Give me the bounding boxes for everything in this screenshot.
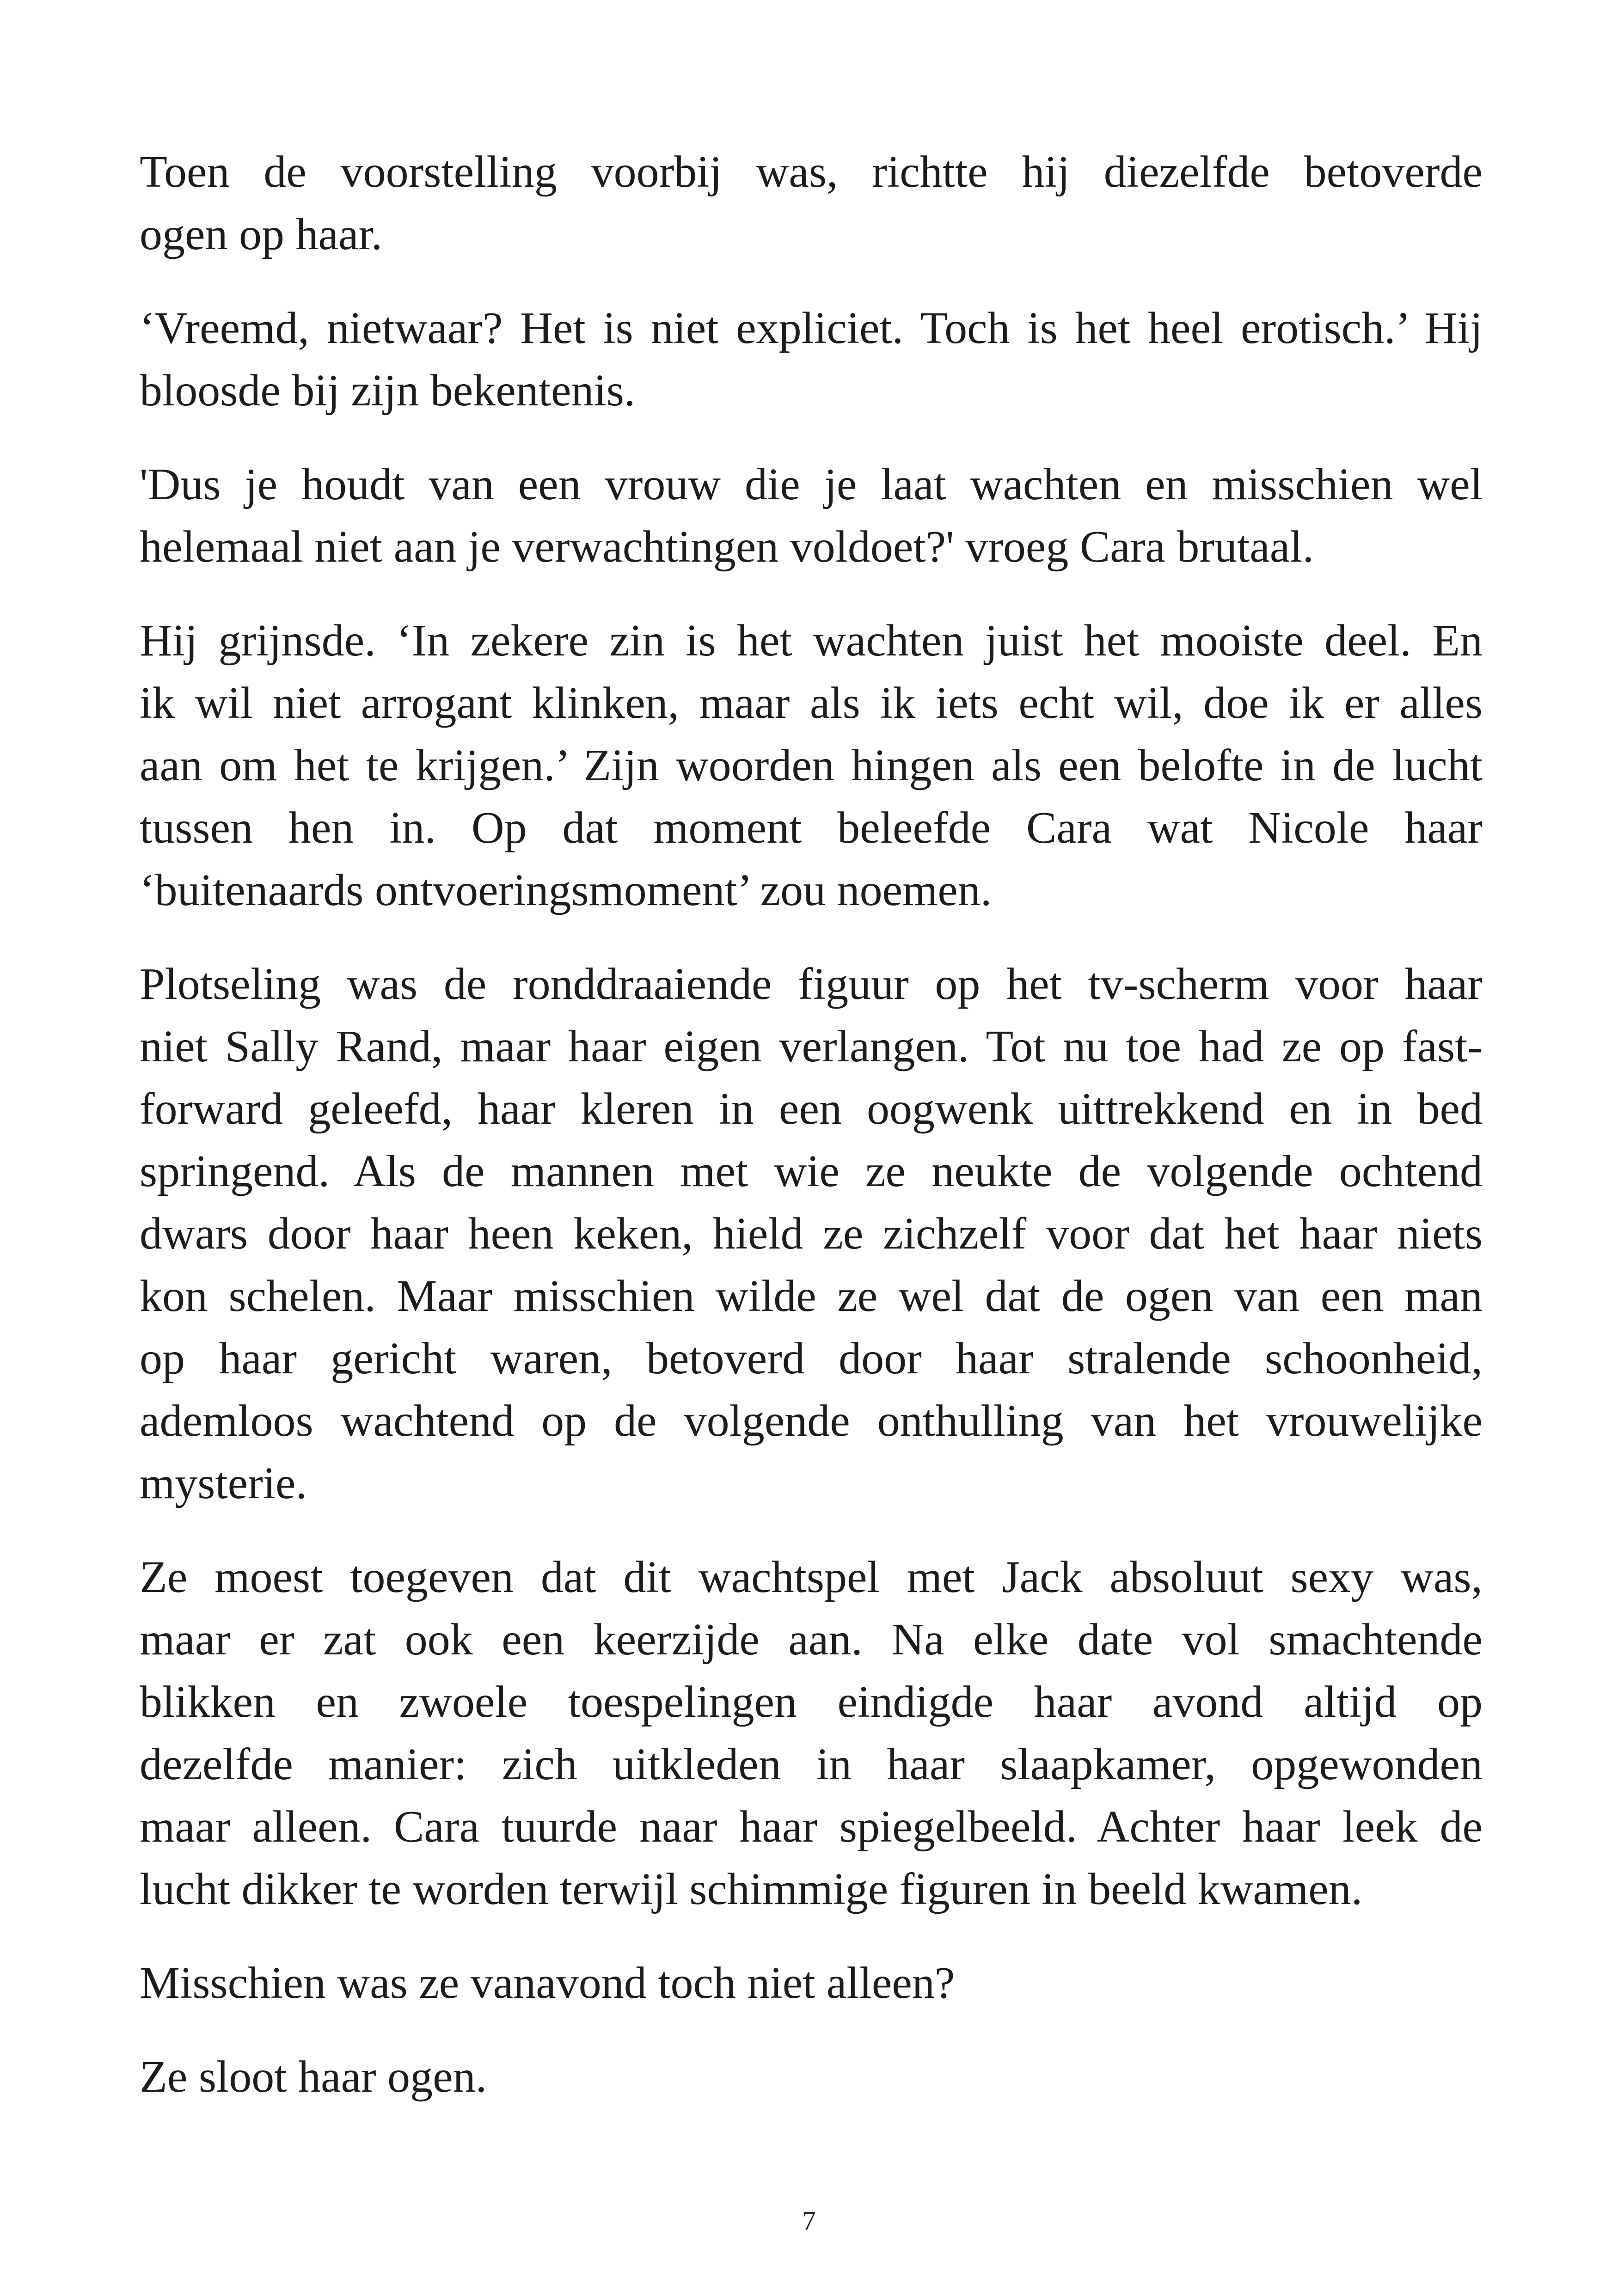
text-line: mysterie.: [140, 1458, 307, 1508]
text-line: lucht dikker te worden terwijl schimmige figuren in beeld kwamen.: [140, 1864, 1363, 1914]
body-text: [140, 141, 1483, 2140]
text-line: Ze sloot haar ogen.: [140, 2052, 487, 2102]
text-line: Plotseling was de ronddraaiende figuur op het tv-scherm voor haar: [140, 959, 1483, 1009]
paragraph: [140, 2046, 1483, 2108]
text-line: kon schelen. Maar misschien wilde ze wel dat de ogen van een man: [140, 1271, 1483, 1321]
paragraph: [140, 610, 1483, 922]
paragraph: [140, 141, 1483, 266]
text-line: forward geleefd, haar kleren in een oogwenk uittrekkend en in bed: [140, 1084, 1483, 1134]
text-line: op haar gericht waren, betoverd door haar stralende schoonheid,: [140, 1334, 1483, 1384]
text-line: dezelfde manier: zich uitkleden in haar slaapkamer, opgewonden: [140, 1739, 1483, 1789]
text-line: ogen op haar.: [140, 209, 383, 259]
paragraph: [140, 953, 1483, 1515]
text-line: ademloos wachtend op de volgende onthulling van het vrouwelijke: [140, 1396, 1483, 1446]
text-line: 'Dus je houdt van een vrouw die je laat wachten en misschien wel: [140, 459, 1483, 509]
text-line: ‘buitenaards ontvoeringsmoment’ zou noemen.: [140, 865, 992, 915]
text-line: niet Sally Rand, maar haar eigen verlangen. Tot nu toe had ze op fast-: [140, 1022, 1483, 1071]
text-line: Misschien was ze vanavond toch niet alleen?: [140, 1958, 955, 2008]
text-line: blikken en zwoele toespelingen eindigde haar avond altijd op: [140, 1677, 1483, 1727]
text-line: bloosde bij zijn bekentenis.: [140, 366, 636, 416]
text-line: helemaal niet aan je verwachtingen voldoet?' vroeg Cara brutaal.: [140, 522, 1314, 572]
text-line: ik wil niet arrogant klinken, maar als ik iets echt wil, doe ik er alles: [140, 678, 1483, 728]
text-line: ‘Vreemd, nietwaar? Het is niet expliciet. Toch is het heel erotisch.’ Hij: [140, 303, 1483, 353]
text-line: Ze moest toegeven dat dit wachtspel met Jack absoluut sexy was,: [140, 1552, 1483, 1602]
paragraph: [140, 1546, 1483, 1921]
text-line: aan om het te krijgen.’ Zijn woorden hingen als een belofte in de lucht: [140, 741, 1483, 790]
text-line: springend. Als de mannen met wie ze neukte de volgende ochtend: [140, 1146, 1483, 1196]
text-line: maar er zat ook een keerzijde aan. Na elke date vol smachtende: [140, 1615, 1483, 1665]
text-line: tussen hen in. Op dat moment beleefde Cara wat Nicole haar: [140, 803, 1483, 853]
text-line: Hij grijnsde. ‘In zekere zin is het wachten juist het mooiste deel. En: [140, 616, 1483, 666]
page-number: 7: [802, 2206, 816, 2236]
text-line: dwars door haar heen keken, hield ze zichzelf voor dat het haar niets: [140, 1209, 1483, 1259]
paragraph: [140, 453, 1483, 578]
text-line: Toen de voorstelling voorbij was, richtte hij diezelfde betoverde: [140, 147, 1483, 197]
paragraph: [140, 297, 1483, 422]
paragraph: [140, 1952, 1483, 2014]
text-line: maar alleen. Cara tuurde naar haar spiegelbeeld. Achter haar leek de: [140, 1802, 1483, 1852]
